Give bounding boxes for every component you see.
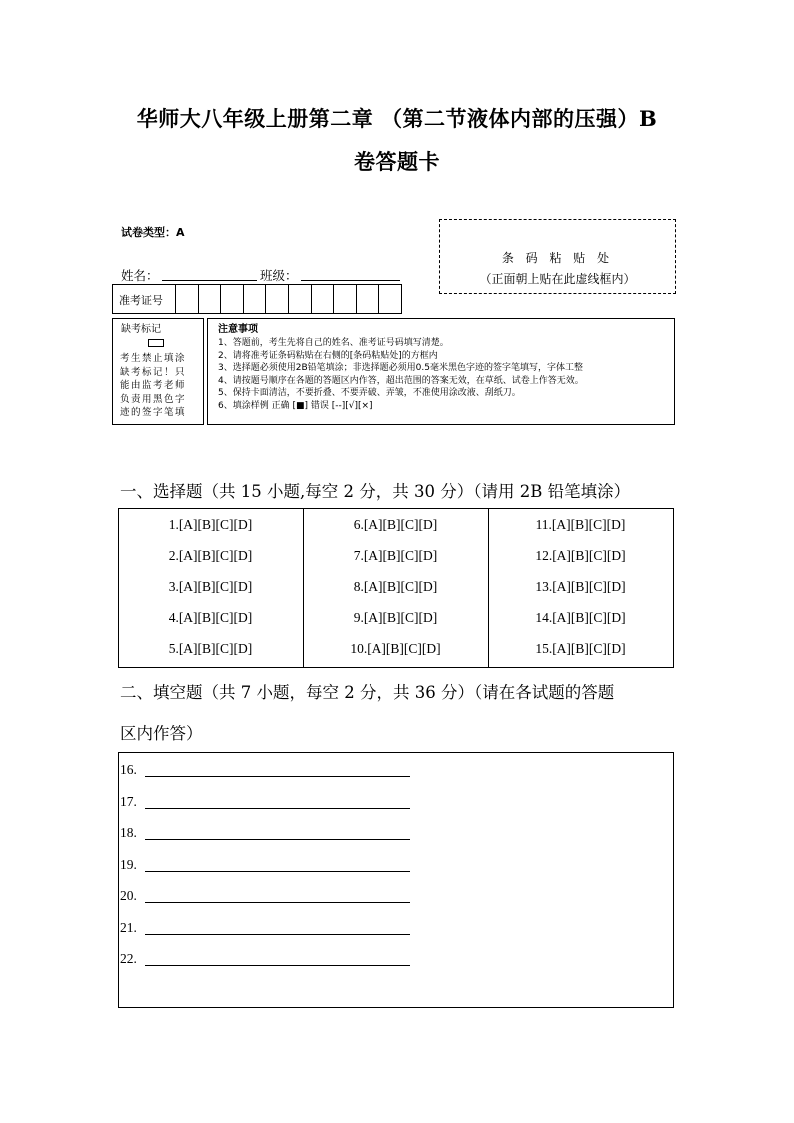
- paper-type: 试卷类型：A: [121, 226, 185, 239]
- fill-item-label: 22.: [120, 951, 137, 966]
- name-label: 姓名：: [121, 268, 159, 283]
- fill-answer-line[interactable]: [145, 902, 410, 903]
- fill-answer-box: [118, 752, 674, 1008]
- choice-item[interactable]: 9.[A][B][C][D]: [353, 610, 438, 625]
- choice-item[interactable]: 1.[A][B][C][D]: [168, 517, 253, 532]
- absent-mark-text: 考生禁止填涂 缺考标记！只 能由监考老师 负责用黑色字 迹的签字笔填: [120, 353, 187, 418]
- fill-item-label: 20.: [120, 888, 137, 903]
- choice-item[interactable]: 2.[A][B][C][D]: [168, 548, 253, 563]
- choice-item[interactable]: 11.[A][B][C][D]: [535, 517, 626, 532]
- exam-id-cell[interactable]: [265, 284, 266, 314]
- notice-list: [218, 337, 673, 412]
- fill-answer-line[interactable]: [145, 808, 410, 809]
- fill-answer-line[interactable]: [145, 965, 410, 966]
- exam-id-label: 准考证号: [119, 294, 163, 307]
- section2-heading-line2: 区内作答）: [120, 724, 203, 743]
- fill-item-label: 18.: [120, 825, 137, 840]
- class-label: 班级：: [260, 268, 298, 283]
- exam-id-cell[interactable]: [175, 284, 176, 314]
- exam-id-cell[interactable]: [288, 284, 289, 314]
- notice-item: 6、填涂样例 正确 [■] 错误 [--][√][×]: [218, 400, 373, 411]
- exam-id-cell[interactable]: [243, 284, 244, 314]
- choice-item[interactable]: 14.[A][B][C][D]: [535, 610, 626, 625]
- fill-item-label: 17.: [120, 793, 137, 809]
- fill-item-label: 16.: [120, 762, 137, 777]
- notice-item: 5、保持卡面清洁，不要折叠、不要弄破、弄皱，不准使用涂改液、刮纸刀。: [218, 388, 521, 398]
- choice-item[interactable]: 8.[A][B][C][D]: [353, 579, 438, 594]
- choice-item[interactable]: 6.[A][B][C][D]: [353, 517, 438, 532]
- notice-item: 4、请按题号顺序在各题的答题区内作答，超出范围的答案无效，在草纸、试卷上作答无效。: [218, 375, 584, 386]
- section1-heading: 一、选择题（共 15 小题,每空 2 分，共 30 分）（请用 2B 铅笔填涂）: [120, 482, 631, 501]
- notice-item: 2、请将准考证条码粘贴在右侧的[条码粘贴处]的方框内: [218, 350, 438, 361]
- page-title: 华师大八年级上册第二章 （第二节液体内部的压强）B: [136, 106, 658, 131]
- choice-item[interactable]: 10.[A][B][C][D]: [350, 641, 441, 656]
- fill-answer-line[interactable]: [145, 839, 410, 840]
- class-field[interactable]: [301, 280, 400, 281]
- section2-heading: 二、填空题（共 7 小题，每空 2 分，共 36 分）（请在各试题的答题: [120, 683, 615, 702]
- choice-item[interactable]: 15.[A][B][C][D]: [535, 641, 626, 656]
- fill-answer-line[interactable]: [145, 871, 410, 872]
- exam-id-cell[interactable]: [198, 284, 199, 314]
- exam-id-cell[interactable]: [378, 284, 379, 314]
- choice-item[interactable]: 3.[A][B][C][D]: [168, 579, 253, 594]
- fill-item-label: 19.: [120, 856, 137, 872]
- choice-item[interactable]: 4.[A][B][C][D]: [168, 610, 253, 625]
- page-title-line2: 卷答题卡: [354, 149, 440, 174]
- choice-item[interactable]: 7.[A][B][C][D]: [353, 548, 438, 563]
- barcode-label: 条 码 粘 贴 处: [501, 251, 614, 265]
- name-field[interactable]: [162, 280, 257, 281]
- choice-item[interactable]: 13.[A][B][C][D]: [535, 579, 626, 594]
- fill-answer-line[interactable]: [145, 776, 410, 777]
- fill-answer-line[interactable]: [145, 934, 410, 935]
- choice-item[interactable]: 12.[A][B][C][D]: [535, 548, 626, 563]
- absent-mark-checkbox[interactable]: [148, 339, 164, 347]
- absent-mark-title: 缺考标记: [121, 324, 161, 335]
- notice-item: 1、答题前，考生先将自己的姓名、准考证号码填写清楚。: [218, 338, 449, 348]
- barcode-hint: （正面朝上贴在此虚线框内）: [479, 272, 636, 286]
- choice-item[interactable]: 5.[A][B][C][D]: [168, 641, 253, 656]
- fill-item-label: 21.: [120, 919, 137, 935]
- exam-id-cell[interactable]: [311, 284, 312, 314]
- notice-item: 3、选择题必须使用2B铅笔填涂；非选择题必须用0.5毫米黑色字迹的签字笔填写，字体工整: [218, 363, 583, 373]
- exam-id-cell[interactable]: [333, 284, 334, 314]
- exam-id-cell[interactable]: [220, 284, 221, 314]
- exam-id-cell[interactable]: [356, 284, 357, 314]
- notice-title: 注意事项: [218, 324, 258, 335]
